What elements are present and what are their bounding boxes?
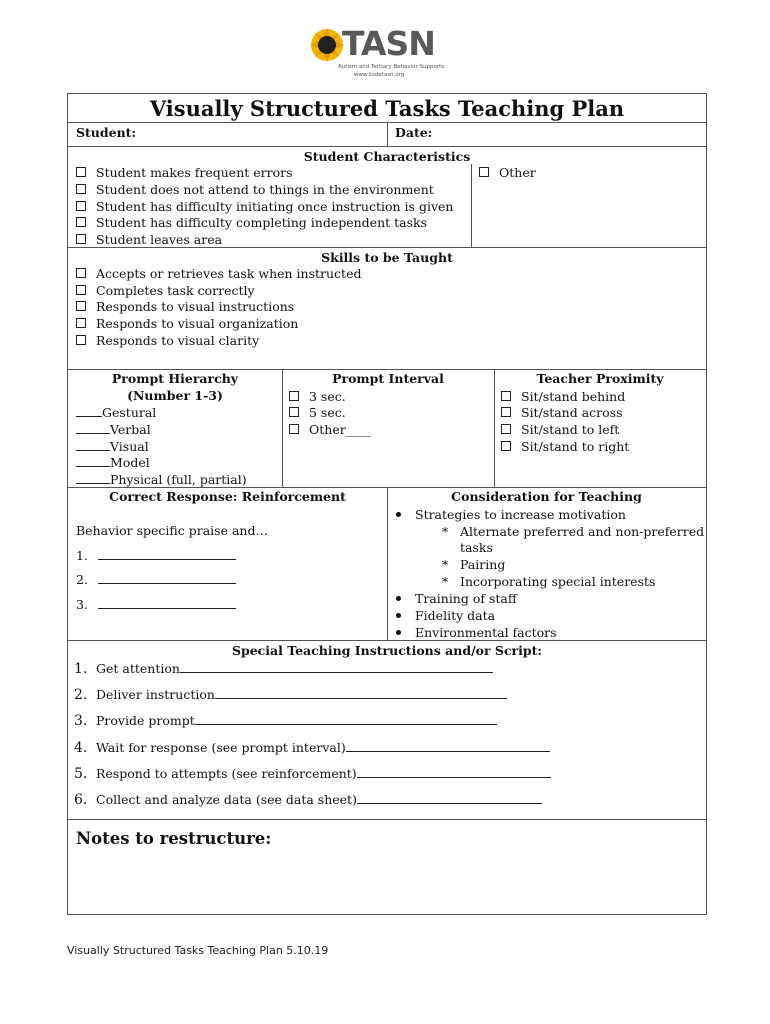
instruction-line[interactable]: 5. Respond to attempts (see reinforcement) [74,765,551,783]
reinforcement-line[interactable]: 2. [76,571,236,588]
form-title: Visually Structured Tasks Teaching Plan [149,96,625,121]
sub-item: * Alternate preferred and non-preferred [442,524,705,539]
footer-text: Visually Structured Tasks Teaching Plan 5.10.19 [67,944,329,957]
instruction-line[interactable]: 3. Provide prompt [74,712,497,730]
checkbox-icon[interactable] [501,424,511,434]
student-label: Student: [76,125,137,140]
checkbox-item[interactable]: Student has difficulty completing independent tasks [76,214,427,231]
checkbox-icon[interactable] [76,335,86,345]
prompt-interval-heading: Prompt Interval [332,371,444,386]
logo-url: www.ksdetasn.org [354,72,405,78]
checkbox-icon[interactable] [76,268,86,278]
sunflower-icon [310,28,344,62]
bullet-icon [396,613,401,618]
checkbox-icon[interactable] [289,407,299,417]
checkbox-icon[interactable] [76,201,86,211]
bullet-icon [396,512,401,517]
checkbox-item[interactable]: Responds to visual instructions [76,298,294,315]
checkbox-icon[interactable] [501,407,511,417]
checkbox-icon[interactable] [76,301,86,311]
bullet-item: Training of staff [396,590,517,607]
hierarchy-item[interactable]: Model [76,454,150,471]
prompt-hierarchy-subheading: (Number 1-3) [127,388,223,403]
prompt-hierarchy-heading: Prompt Hierarchy [111,371,239,386]
bullet-icon [396,630,401,635]
hierarchy-item[interactable]: Verbal [76,421,151,438]
checkbox-item[interactable]: Sit/stand behind [501,388,625,405]
bullet-item: Environmental factors [396,624,557,641]
checkbox-item[interactable]: Sit/stand to left [501,421,619,438]
star-bullet: * [442,557,449,572]
bullet-icon [396,596,401,601]
checkbox-item[interactable]: Responds to visual clarity [76,332,259,349]
checkbox-icon[interactable] [501,391,511,401]
star-bullet: * [442,524,449,539]
checkbox-item[interactable]: Responds to visual organization [76,315,298,332]
checkbox-item[interactable]: 5 sec. [289,404,346,421]
checkbox-icon[interactable] [76,167,86,177]
checkbox-item[interactable]: Sit/stand to right [501,438,629,455]
instruction-line[interactable]: 4. Wait for response (see prompt interval) [74,739,550,757]
teacher-proximity-heading: Teacher Proximity [536,371,664,386]
hierarchy-item[interactable]: Physical (full, partial) [76,471,247,488]
characteristics-heading: Student Characteristics [303,149,471,164]
checkbox-icon[interactable] [76,184,86,194]
checkbox-item[interactable]: Student has difficulty initiating once instruction is given [76,198,453,215]
consideration-heading: Consideration for Teaching [451,489,642,504]
tasn-logo [308,24,445,84]
sub-item-continued: tasks [460,540,493,555]
sub-item: * Pairing [442,557,506,572]
hierarchy-item[interactable]: Gestural [76,404,156,421]
instruction-line[interactable]: 2. Deliver instruction [74,686,507,704]
checkbox-item[interactable]: Student does not attend to things in the environment [76,181,434,198]
checkbox-item[interactable]: Sit/stand across [501,404,623,421]
bullet-item: Strategies to increase motivation [396,506,626,523]
hierarchy-item[interactable]: Visual [76,438,149,455]
checkbox-item[interactable]: Completes task correctly [76,282,255,299]
checkbox-icon[interactable] [76,234,86,244]
notes-area[interactable] [68,854,706,912]
date-label: Date: [395,125,433,140]
reinforcement-line[interactable]: 1. [76,547,236,564]
star-bullet: * [442,574,449,589]
logo-tagline: Autism and Tertiary Behavior Supports [338,64,445,70]
checkbox-icon[interactable] [479,167,489,177]
reinforcement-line[interactable]: 3. [76,596,236,613]
sub-item: * Incorporating special interests [442,574,656,589]
checkbox-item[interactable]: 3 sec. [289,388,346,405]
checkbox-icon[interactable] [289,424,299,434]
checkbox-icon[interactable] [289,391,299,401]
checkbox-icon[interactable] [76,217,86,227]
reinforcement-intro: Behavior specific praise and… [76,523,268,538]
skills-heading: Skills to be Taught [321,250,453,265]
notes-label: Notes to restructure: [76,829,272,848]
bullet-item: Fidelity data [396,607,495,624]
reinforcement-heading: Correct Response: Reinforcement [109,489,346,504]
instruction-line[interactable]: 6. Collect and analyze data (see data sheet) [74,791,542,809]
checkbox-icon[interactable] [76,318,86,328]
logo-wordmark: TASN [342,24,435,63]
checkbox-icon[interactable] [76,285,86,295]
checkbox-item[interactable]: Other____ [289,421,371,438]
checkbox-item[interactable]: Student leaves area [76,231,222,248]
instruction-line[interactable]: 1. Get attention [74,660,493,678]
teaching-plan-form [67,93,707,915]
checkbox-item[interactable]: Accepts or retrieves task when instructed [76,265,361,282]
checkbox-other[interactable]: Other [479,164,536,181]
checkbox-icon[interactable] [501,441,511,451]
checkbox-item[interactable]: Student makes frequent errors [76,164,293,181]
special-instructions-heading: Special Teaching Instructions and/or Script: [231,643,543,658]
